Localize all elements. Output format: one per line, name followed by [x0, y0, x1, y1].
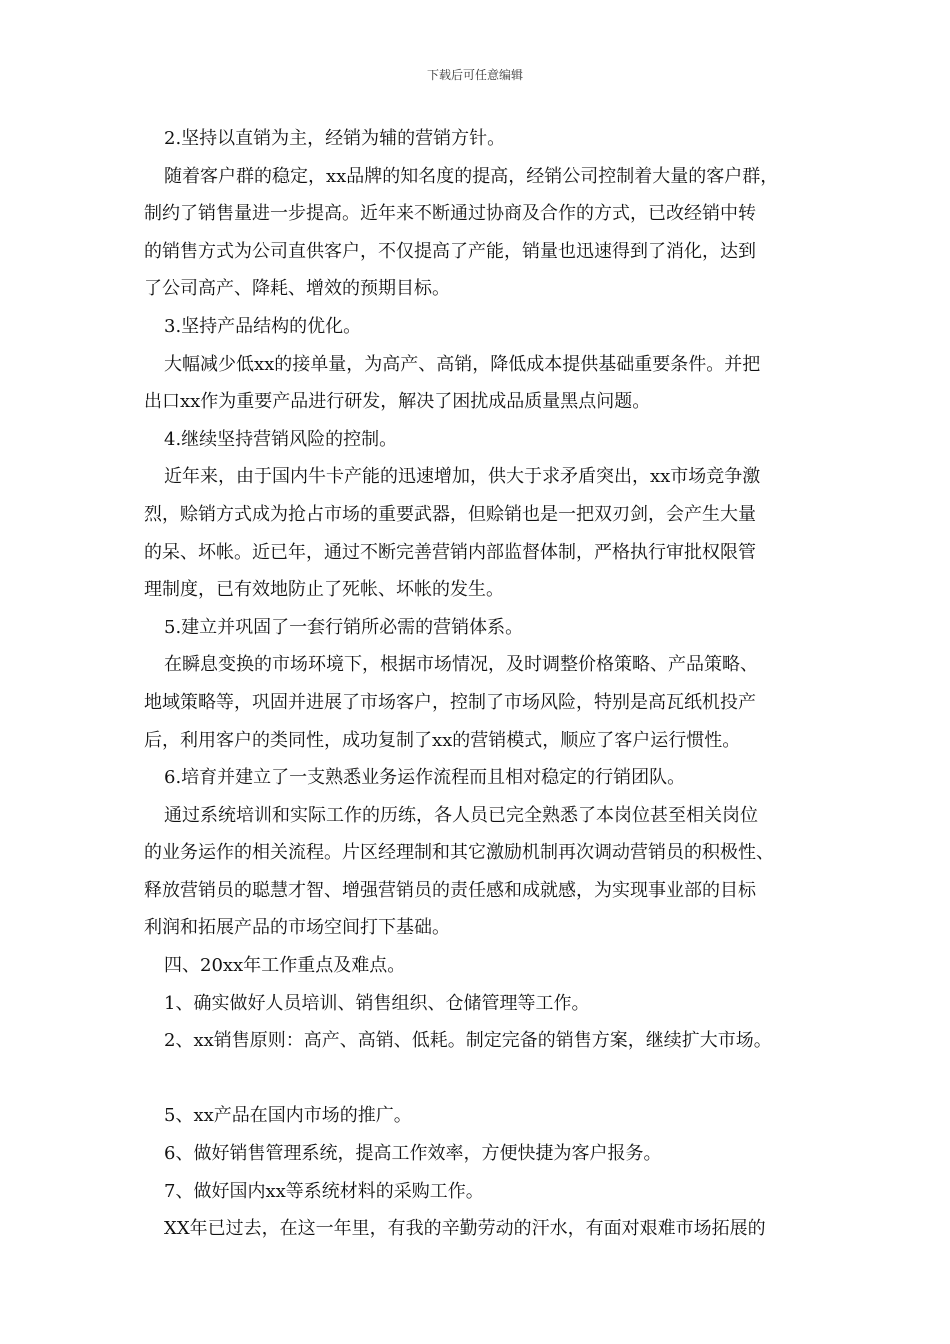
paragraph-line: 大幅减少低xx的接单量，为高产、高销，降低成本提供基础重要条件。并把 [164, 353, 761, 375]
paragraph-line: 释放营销员的聪慧才智、增强营销员的责任感和成就感，为实现事业部的目标 [144, 879, 756, 901]
paragraph-line: 烈，赊销方式成为抢占市场的重要武器，但赊销也是一把双刃剑，会产生大量 [144, 503, 756, 525]
list-item: 7、做好国内xx等系统材料的采购工作。 [164, 1180, 484, 1202]
list-item: 5、xx产品在国内市场的推广。 [164, 1105, 412, 1127]
paragraph-line: 随着客户群的稳定，xx品牌的知名度的提高，经销公司控制着大量的客户群， [164, 165, 779, 187]
heading-3: 3.坚持产品结构的优化。 [164, 315, 362, 337]
paragraph-line: 的呆、坏帐。近已年，通过不断完善营销内部监督体制，严格执行审批权限管 [144, 541, 756, 563]
paragraph-line: 出口xx作为重要产品进行研发，解决了困扰成品质量黑点问题。 [144, 391, 651, 413]
document-body [144, 120, 824, 1248]
blank-line [144, 1060, 824, 1098]
paragraph-line: 后，利用客户的类同性，成功复制了xx的营销模式，顺应了客户运行惯性。 [144, 729, 741, 751]
paragraph-line: 利润和拓展产品的市场空间打下基础。 [144, 917, 450, 939]
paragraph-line: 理制度，已有效地防止了死帐、坏帐的发生。 [144, 579, 504, 601]
paragraph-line: 在瞬息变换的市场环境下，根据市场情况，及时调整价格策略、产品策略、 [164, 654, 758, 676]
list-item: 6、做好销售管理系统，提高工作效率，方便快捷为客户报务。 [164, 1143, 662, 1165]
section-heading: 四、20xx年工作重点及难点。 [164, 955, 406, 977]
paragraph-line: XX年已过去，在这一年里，有我的辛勤劳动的汗水，有面对艰难市场拓展的 [164, 1218, 766, 1240]
paragraph-line: 近年来，由于国内牛卡产能的迅速增加，供大于求矛盾突出，xx市场竞争激 [164, 466, 761, 488]
heading-2: 2.坚持以直销为主，经销为辅的营销方针。 [164, 128, 506, 149]
paragraph-line: 制约了销售量进一步提高。近年来不断通过协商及合作的方式，已改经销中转 [144, 203, 756, 225]
heading-4: 4.继续坚持营销风险的控制。 [164, 428, 398, 450]
list-item: 1、确实做好人员培训、销售组织、仓储管理等工作。 [164, 992, 590, 1014]
page-header: 下载后可任意编辑 [426, 68, 523, 82]
paragraph-line: 了公司高产、降耗、增效的预期目标。 [144, 278, 450, 300]
heading-5: 5.建立并巩固了一套行销所必需的营销体系。 [164, 616, 524, 638]
paragraph-line: 的业务运作的相关流程。片区经理制和其它激励机制再次调动营销员的积极性、 [144, 842, 774, 864]
paragraph-line: 的销售方式为公司直供客户，不仅提高了产能，销量也迅速得到了消化，达到 [144, 240, 756, 262]
heading-6: 6.培育并建立了一支熟悉业务运作流程而且相对稳定的行销团队。 [164, 767, 686, 789]
list-item: 2、xx销售原则：高产、高销、低耗。制定完备的销售方案，继续扩大市场。 [164, 1030, 772, 1052]
paragraph-line: 通过系统培训和实际工作的历练，各人员已完全熟悉了本岗位甚至相关岗位 [164, 804, 758, 826]
paragraph-line: 地域策略等，巩固并进展了市场客户，控制了市场风险，特别是高瓦纸机投产 [144, 691, 756, 713]
